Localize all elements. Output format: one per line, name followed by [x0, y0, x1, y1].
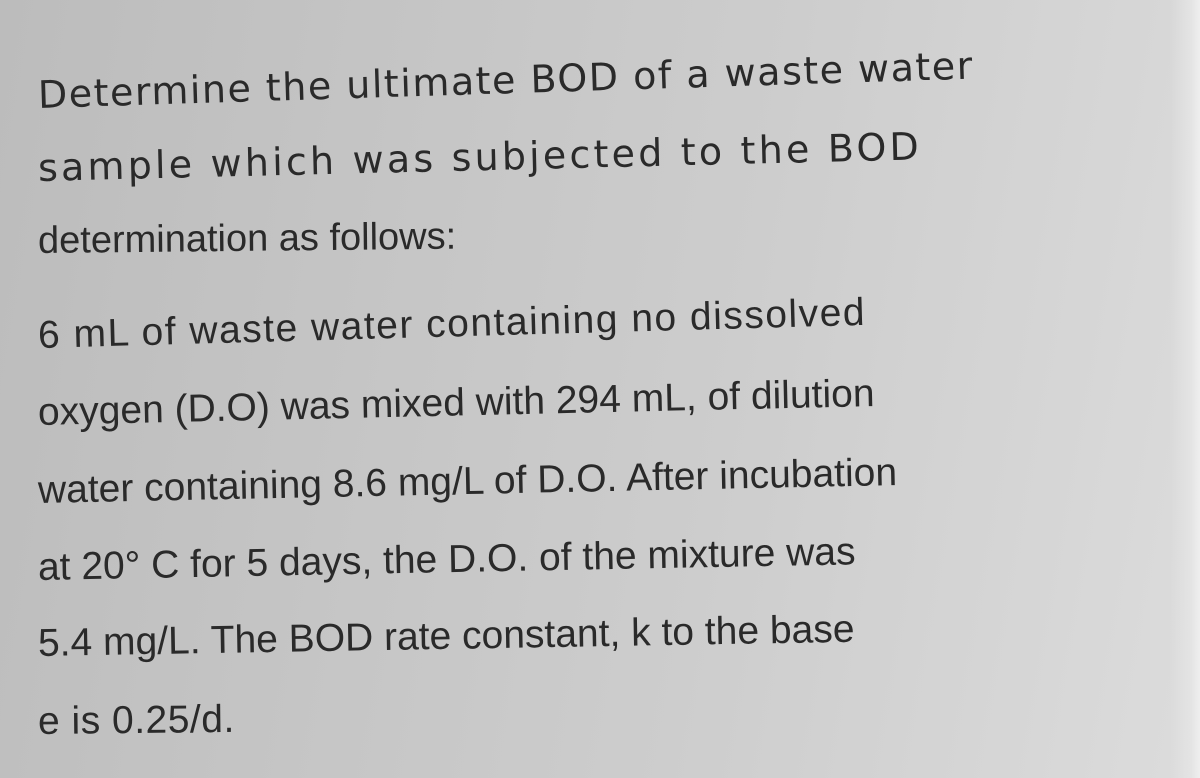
- body-line-1: 6 mL of waste water containing no dissolved: [37, 290, 867, 357]
- intro-line-1: Determine the ultimate BOD of a waste water: [37, 43, 975, 117]
- page-edge: [1170, 0, 1200, 778]
- intro-line-2: sample which was subjected to the BOD: [37, 124, 923, 190]
- body-line-6: e is 0.25/d.: [37, 697, 236, 743]
- intro-line-3: determination as follows:: [37, 215, 457, 262]
- body-line-4: at 20° C for 5 days, the D.O. of the mixture was: [37, 530, 856, 589]
- body-line-3: water containing 8.6 mg/L of D.O. After incubation: [37, 451, 898, 512]
- body-line-5: 5.4 mg/L. The BOD rate constant, k to the base: [37, 607, 855, 665]
- body-line-2: oxygen (D.O) was mixed with 294 mL, of dilution: [37, 372, 875, 434]
